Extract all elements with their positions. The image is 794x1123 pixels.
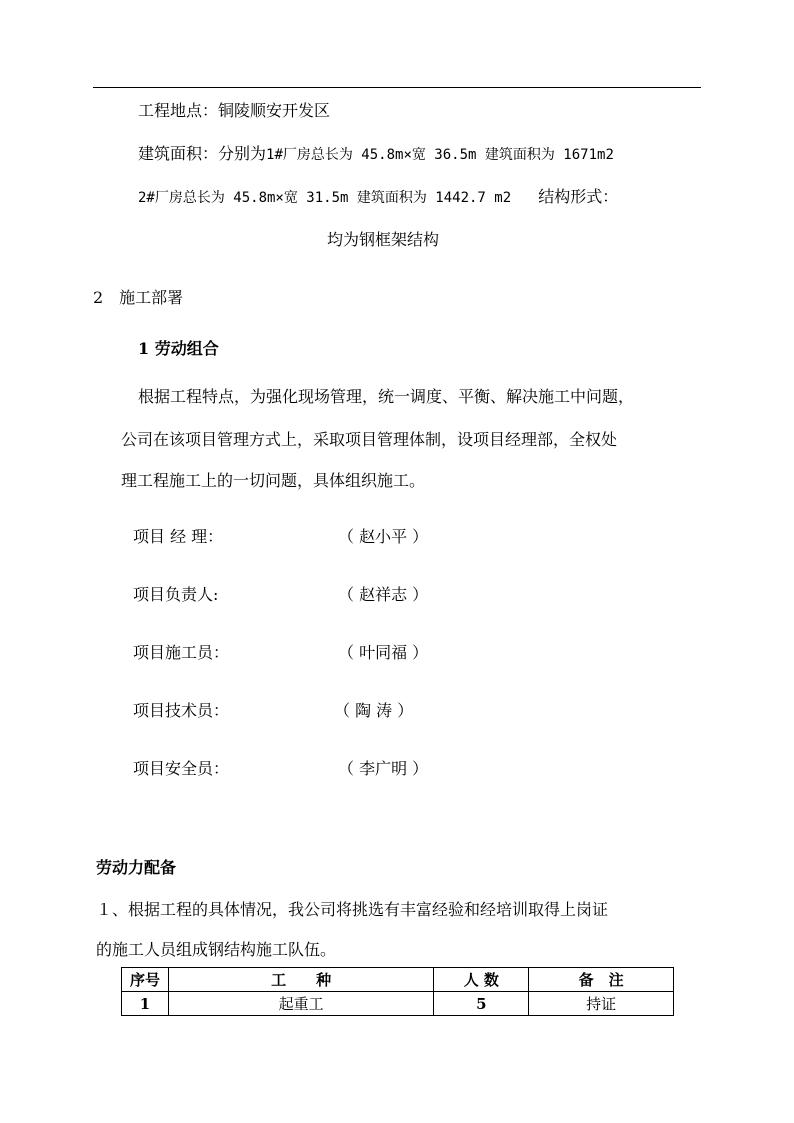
sub-heading-labor-org: 1 劳动组合 (138, 339, 219, 358)
staff-name: （ 李广明 ） (338, 759, 429, 778)
building-area-prefix: 建筑面积：分别为 (138, 144, 267, 163)
building-area-plant-1: 1#厂房总长为 45.8m×宽 36.5m 建筑面积为 1671m2 (266, 147, 614, 163)
staff-name: （ 陶 涛 ） (334, 701, 414, 720)
column-header-remark: 备 注 (529, 968, 674, 992)
staff-role: 项目技术员： (133, 701, 230, 720)
labor-line-2: 的施工人员组成钢结构施工队伍。 (96, 940, 337, 959)
staff-role: 项目负责人: (133, 585, 219, 604)
labor-heading: 劳动力配备 (96, 858, 177, 877)
building-area-plant-2: 2#厂房总长为 45.8m×宽 31.5m 建筑面积为 1442.7 m2 (138, 190, 512, 206)
staff-role: 项目施工员： (133, 643, 230, 662)
staff-name: （ 叶同福 ） (338, 643, 429, 662)
table-header-row (122, 968, 674, 992)
cell-trade: 起重工 (168, 992, 434, 1016)
column-header-index: 序号 (122, 968, 169, 992)
building-area-line-1 (138, 141, 614, 164)
cell-index: 1 (122, 992, 169, 1016)
structure-label: 结构形式： (538, 187, 619, 206)
cell-count: 5 (434, 992, 529, 1016)
paragraph-line-3: 理工程施工上的一切问题，具体组织施工。 (121, 471, 426, 490)
cell-remark: 持证 (529, 992, 674, 1016)
table-row (122, 992, 674, 1016)
staff-role: 项目 经 理： (133, 527, 224, 546)
staff-role: 项目安全员： (133, 759, 230, 778)
paragraph-line-1: 根据工程特点，为强化现场管理，统一调度、平衡、解决施工中问题， (138, 387, 635, 406)
staff-name: （ 赵小平 ） (338, 527, 429, 546)
structure-value: 均为钢框架结构 (327, 230, 440, 249)
column-header-trade: 工 种 (168, 968, 434, 992)
column-header-count: 人 数 (434, 968, 529, 992)
staff-name: （ 赵祥志 ） (338, 585, 429, 604)
labor-line-1: １、根据工程的具体情况，我公司将挑选有丰富经验和经培训取得上岗证 (96, 900, 609, 919)
project-location: 工程地点：铜陵顺安开发区 (138, 101, 331, 120)
section-heading: 2 施工部署 (93, 288, 184, 307)
labor-table (121, 967, 674, 1016)
building-area-line-2 (138, 184, 618, 207)
header-rule (93, 87, 701, 88)
paragraph-line-2: 公司在该项目管理方式上，采取项目管理体制，设项目经理部，全权处 (121, 430, 618, 449)
